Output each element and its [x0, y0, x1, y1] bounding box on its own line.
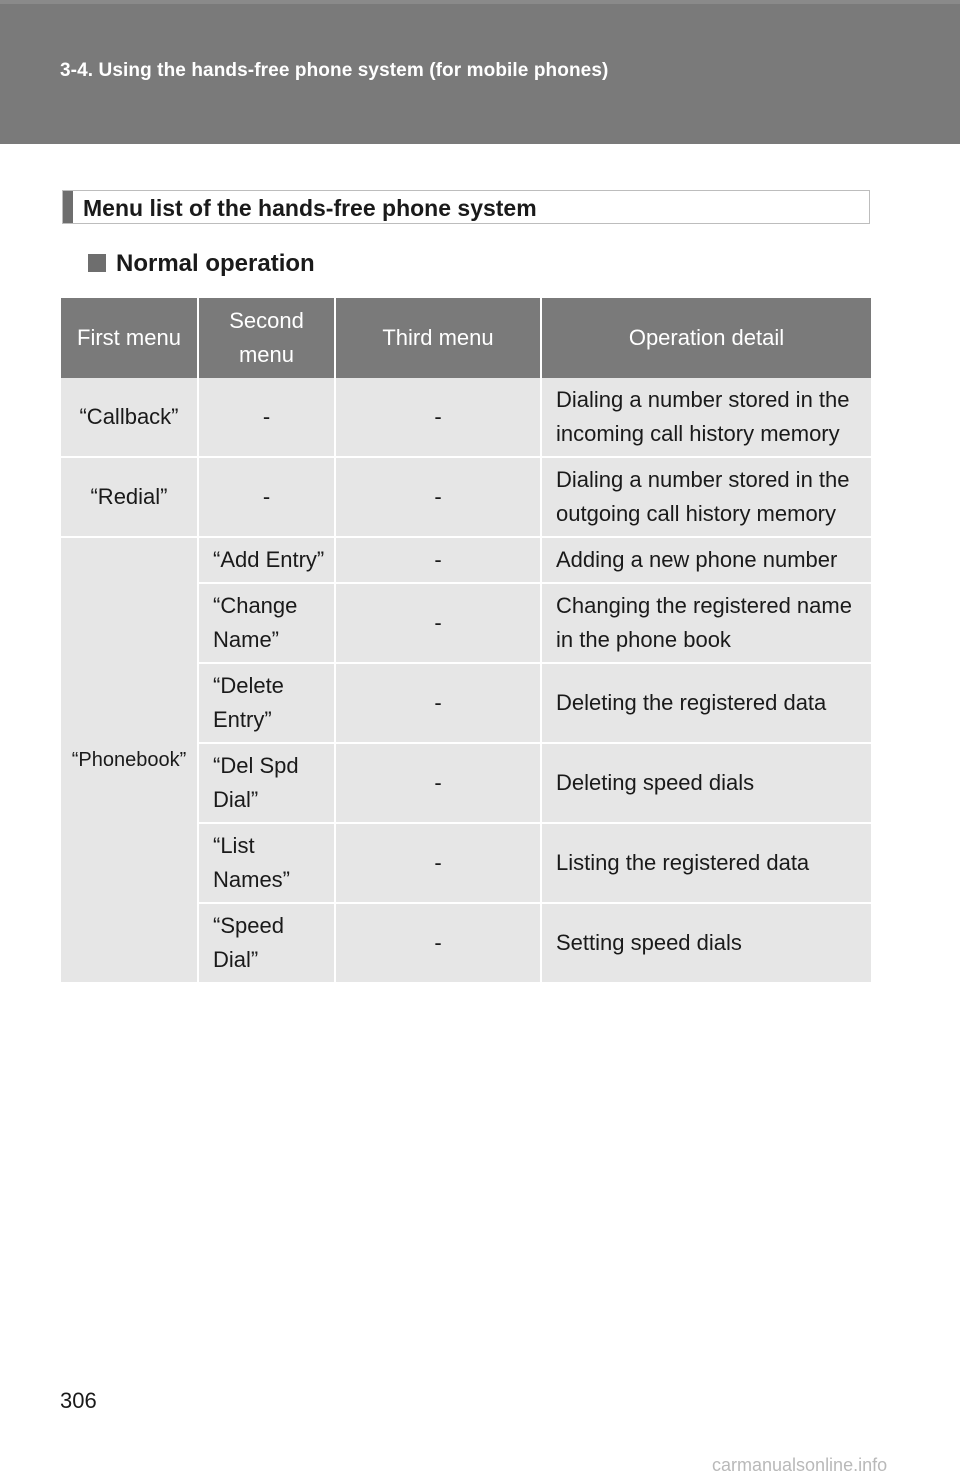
header-third-menu: Third menu — [335, 298, 541, 378]
subheading-text: Normal operation — [116, 250, 315, 277]
cell-first-menu: “Redial” — [61, 457, 198, 537]
cell-second-menu: “Delete Entry” — [198, 663, 335, 743]
cell-second-menu: - — [198, 457, 335, 537]
cell-operation-detail: Dialing a number stored in the incoming call history memory — [541, 378, 871, 457]
cell-second-menu: “Add Entry” — [198, 537, 335, 583]
header-band — [0, 0, 960, 144]
table-header-row — [61, 298, 871, 378]
cell-third-menu: - — [335, 743, 541, 823]
cell-second-menu: “Del Spd Dial” — [198, 743, 335, 823]
table-row — [61, 537, 871, 583]
cell-operation-detail: Changing the registered name in the phone book — [541, 583, 871, 663]
subheading — [88, 250, 315, 278]
cell-first-menu: “Callback” — [61, 378, 198, 457]
cell-operation-detail: Deleting the registered data — [541, 663, 871, 743]
section-title-text: Menu list of the hands-free phone system — [83, 195, 537, 221]
header-operation-detail: Operation detail — [541, 298, 871, 378]
page-number: 306 — [60, 1388, 97, 1413]
cell-third-menu: - — [335, 537, 541, 583]
cell-third-menu: - — [335, 903, 541, 983]
cell-operation-detail: Dialing a number stored in the outgoing call history memory — [541, 457, 871, 537]
cell-third-menu: - — [335, 823, 541, 903]
section-title — [62, 190, 870, 224]
header-first-menu: First menu — [61, 298, 198, 378]
cell-second-menu: “List Names” — [198, 823, 335, 903]
cell-third-menu: - — [335, 583, 541, 663]
table-row — [61, 378, 871, 457]
menu-table — [61, 298, 871, 984]
cell-first-menu-phonebook: “Phonebook” — [61, 537, 198, 983]
cell-operation-detail: Listing the registered data — [541, 823, 871, 903]
watermark: carmanualsonline.info — [712, 1455, 888, 1475]
cell-third-menu: - — [335, 457, 541, 537]
cell-operation-detail: Adding a new phone number — [541, 537, 871, 583]
table-row — [61, 457, 871, 537]
square-bullet-icon — [88, 254, 106, 272]
cell-second-menu: “Speed Dial” — [198, 903, 335, 983]
cell-third-menu: - — [335, 378, 541, 457]
header-top-strip — [0, 0, 960, 4]
cell-operation-detail: Deleting speed dials — [541, 743, 871, 823]
header-second-menu: Second menu — [198, 298, 335, 378]
cell-second-menu: “Change Name” — [198, 583, 335, 663]
cell-operation-detail: Setting speed dials — [541, 903, 871, 983]
breadcrumb: 3-4. Using the hands-free phone system (for mobile phones) — [60, 60, 609, 81]
cell-third-menu: - — [335, 663, 541, 743]
section-title-bar — [63, 191, 73, 223]
cell-second-menu: - — [198, 378, 335, 457]
